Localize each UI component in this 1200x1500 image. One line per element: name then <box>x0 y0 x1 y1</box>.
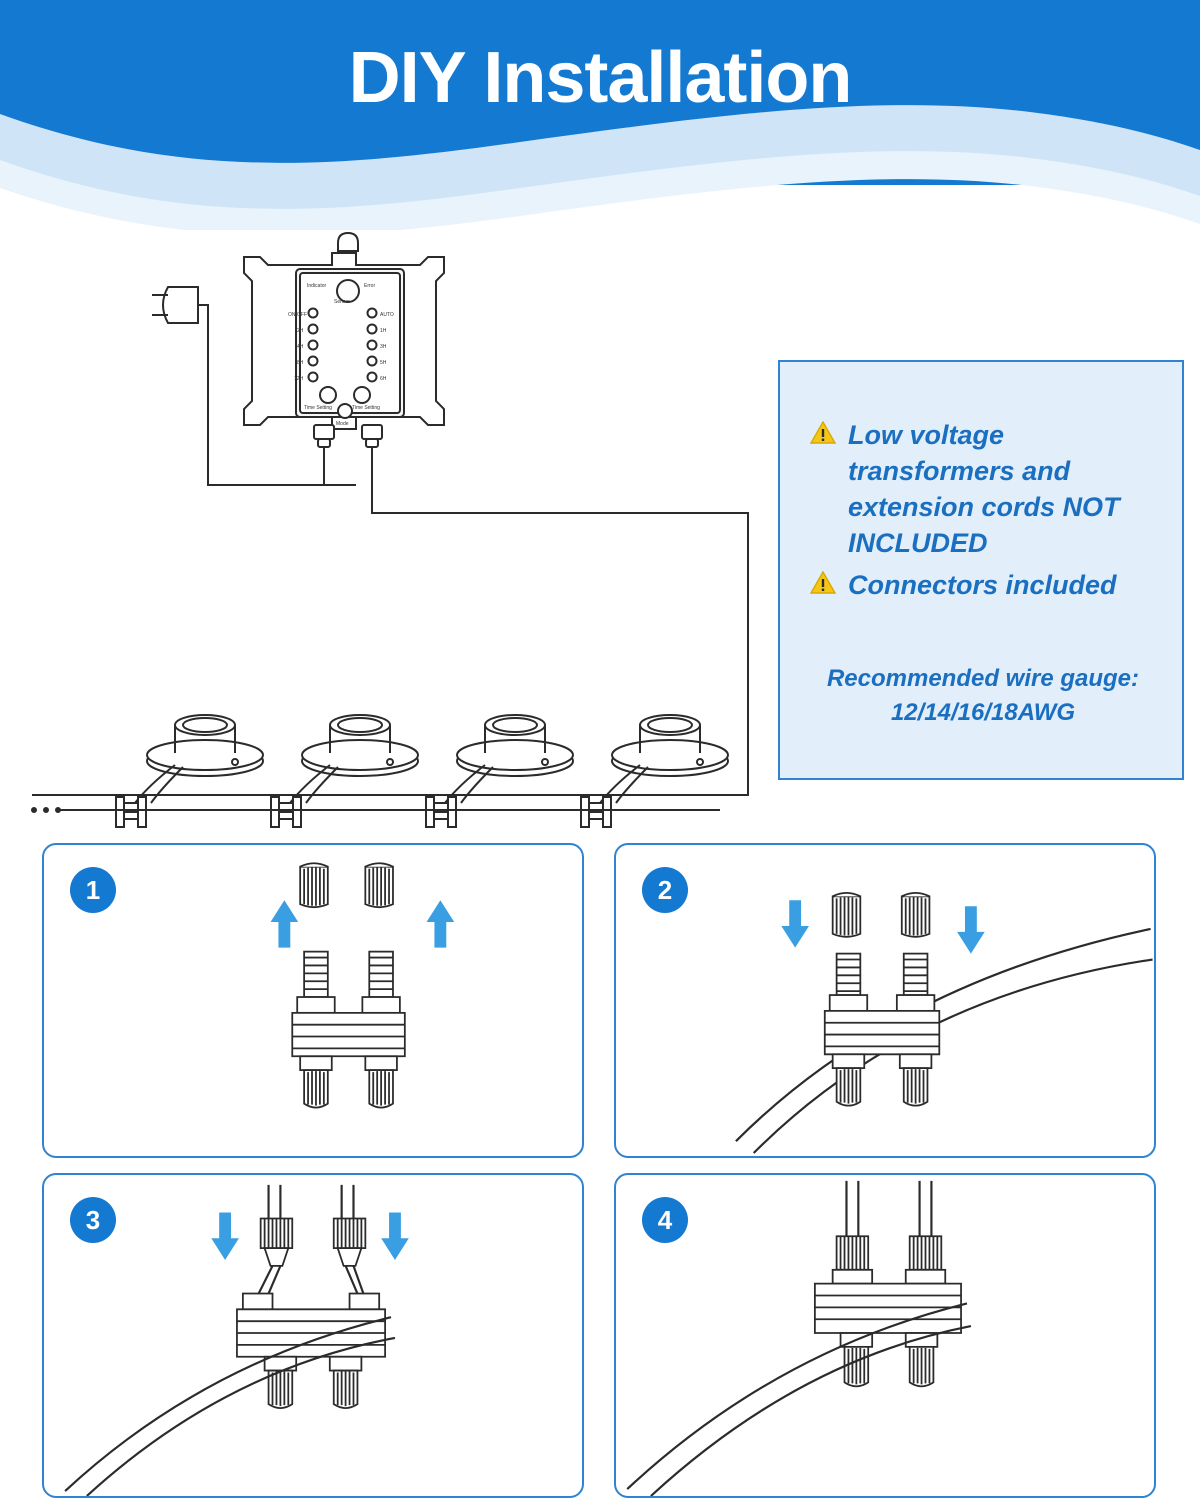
svg-text:3H: 3H <box>380 344 387 350</box>
cap <box>334 1218 366 1265</box>
up-arrow-icon <box>271 900 455 947</box>
svg-text:Mode: Mode <box>336 421 349 427</box>
cap <box>833 893 861 937</box>
svg-text:Time Setting: Time Setting <box>352 405 380 411</box>
connector-body <box>825 954 940 1106</box>
down-arrow-icon <box>211 1213 409 1260</box>
svg-text:ON/OFF: ON/OFF <box>288 312 307 318</box>
svg-text:12H: 12H <box>294 376 304 382</box>
connector-body <box>237 1294 385 1409</box>
info-panel <box>778 360 1184 780</box>
step-4-illustration <box>616 1175 1154 1496</box>
wiring-diagram <box>0 225 1200 840</box>
info-line-2 <box>810 567 1165 603</box>
deck-light <box>445 715 573 803</box>
step-3-panel <box>42 1173 584 1498</box>
step-1-number: 1 <box>70 867 116 913</box>
svg-text:5H: 5H <box>380 360 387 366</box>
svg-text:8H: 8H <box>297 360 304 366</box>
deck-lights-row <box>20 665 820 845</box>
svg-text:Error: Error <box>364 283 376 289</box>
info-line-2-text: Connectors included <box>848 570 1117 600</box>
info-line-1-text: Low voltage transformers and extension cords NOT INCLUDED <box>848 420 1120 558</box>
svg-text:Time Setting: Time Setting <box>304 405 332 411</box>
deck-light <box>135 715 263 803</box>
svg-text:Sensor: Sensor <box>334 299 350 305</box>
wire-end-dots <box>31 807 61 813</box>
step-1-illustration <box>44 845 582 1156</box>
wire-connector <box>271 797 301 827</box>
wire-connector <box>581 797 611 827</box>
cap <box>261 1218 293 1265</box>
svg-text:4H: 4H <box>297 344 304 350</box>
cap <box>902 893 930 937</box>
wire-connector <box>426 797 456 827</box>
svg-text:2H: 2H <box>297 328 304 334</box>
cap <box>300 863 328 907</box>
deck-light <box>290 715 418 803</box>
deck-light <box>600 715 728 803</box>
step-2-panel <box>614 843 1156 1158</box>
connector-body <box>292 952 405 1108</box>
warning-triangle-icon <box>810 421 836 445</box>
installation-steps <box>0 840 1200 1500</box>
step-2-illustration <box>616 845 1154 1156</box>
svg-text:AUTO: AUTO <box>380 312 394 318</box>
page-title: DIY Installation <box>348 38 852 118</box>
page-header <box>0 0 1200 230</box>
svg-text:Indicator: Indicator <box>307 283 327 289</box>
step-1-panel <box>42 843 584 1158</box>
wire-connector <box>116 797 146 827</box>
step-4-panel <box>614 1173 1156 1498</box>
svg-text:1H: 1H <box>380 328 387 334</box>
warning-triangle-icon <box>810 571 836 595</box>
step-3-number: 3 <box>70 1197 116 1243</box>
step-3-illustration <box>44 1175 582 1496</box>
down-arrow-icon <box>781 900 984 953</box>
step-2-number: 2 <box>642 867 688 913</box>
cap <box>365 863 393 907</box>
step-4-number: 4 <box>642 1197 688 1243</box>
info-line-1 <box>810 417 1165 561</box>
info-line-3: Recommended wire gauge: 12/14/16/18AWG <box>826 665 1140 726</box>
svg-text:6H: 6H <box>380 376 387 382</box>
